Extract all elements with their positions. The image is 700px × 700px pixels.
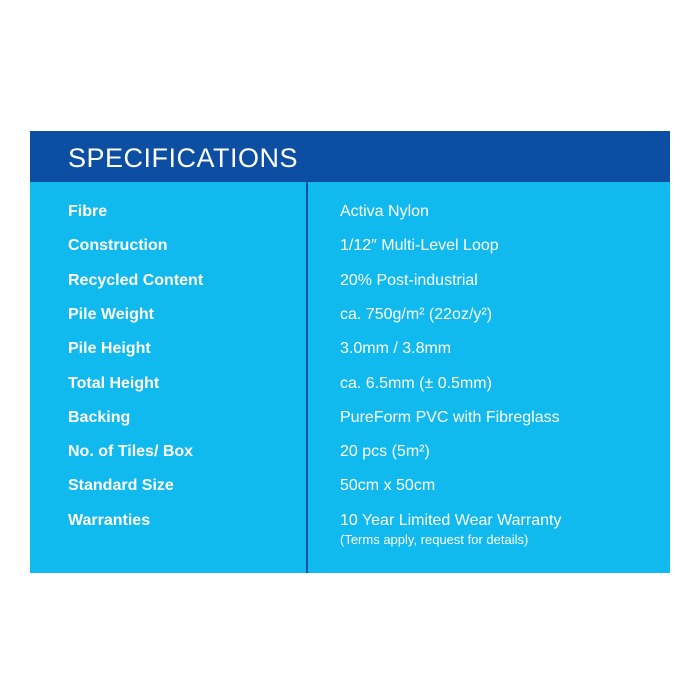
spec-label: Backing	[68, 408, 131, 426]
spec-value: PureForm PVC with Fibreglass	[340, 408, 560, 426]
spec-value: Activa Nylon	[340, 203, 429, 220]
spec-value: ca. 6.5mm (± 0.5mm)	[340, 374, 492, 392]
spec-label: No. of Tiles/ Box	[68, 443, 194, 461]
spec-label: Fibre	[68, 203, 108, 220]
spec-row-backing	[30, 388, 670, 426]
specifications-header	[30, 131, 670, 182]
spec-label: Standard Size	[68, 477, 174, 495]
specifications-title: SPECIFICATIONS	[68, 143, 299, 173]
spec-row-fibre	[30, 182, 670, 220]
spec-label: Warranties	[68, 511, 151, 529]
spec-row-pile-weight	[30, 285, 670, 323]
spec-row-construction	[30, 216, 670, 255]
spec-value: 1/12″ Multi-Level Loop	[340, 237, 499, 255]
spec-row-standard-size	[30, 456, 670, 495]
spec-row-total-height	[30, 354, 670, 392]
spec-label: Pile Weight	[68, 305, 154, 323]
spec-row-tiles-per-box	[30, 422, 670, 461]
spec-label: Construction	[68, 237, 168, 255]
spec-row-pile-height	[30, 319, 670, 358]
spec-value: 20 pcs (5m²)	[340, 443, 430, 461]
spec-value: 10 Year Limited Wear Warranty	[340, 511, 562, 529]
spec-note: (Terms apply, request for details)	[340, 531, 529, 547]
spec-row-warranties	[30, 491, 670, 547]
specifications-card	[30, 131, 670, 573]
spec-label: Total Height	[68, 374, 160, 392]
spec-value: 20% Post-industrial	[340, 271, 478, 289]
spec-row-recycled-content	[30, 251, 670, 289]
spec-label: Pile Height	[68, 340, 151, 358]
spec-value: 50cm x 50cm	[340, 477, 436, 495]
spec-value: 3.0mm / 3.8mm	[340, 340, 452, 358]
spec-label: Recycled Content	[68, 271, 204, 289]
spec-value: ca. 750g/m² (22oz/y²)	[340, 305, 493, 323]
